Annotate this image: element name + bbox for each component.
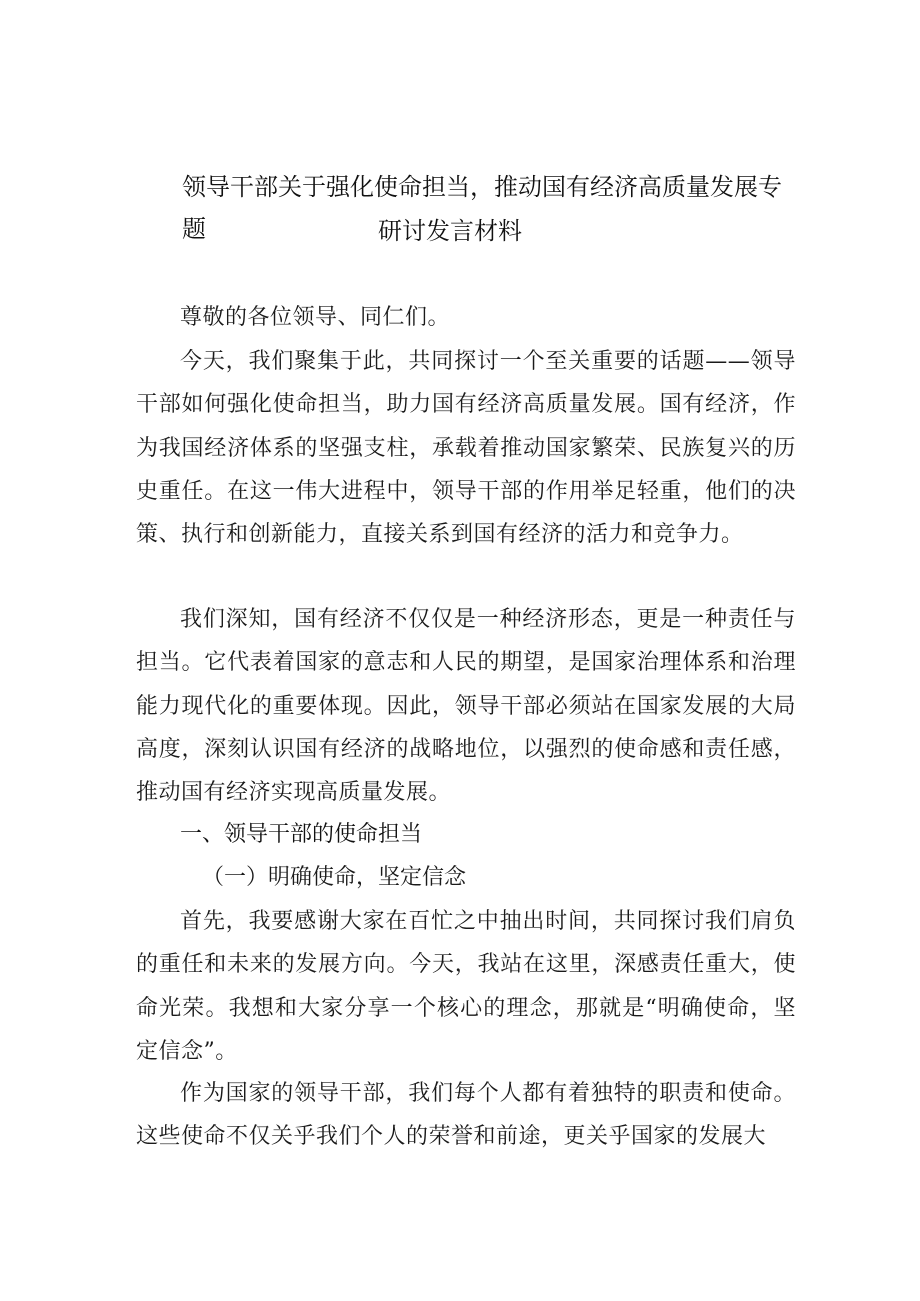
subsection-heading-1: （一）明确使命，坚定信念 xyxy=(202,865,467,890)
document-title-line-1: 领导干部关于强化使命担当，推动国有经济高质量发展专题 xyxy=(182,173,782,243)
paragraph-1: 今天，我们聚集于此，共同探讨一个至关重要的话题——领导干部如何强化使命担当，助力国有经济高质量发展。国有经济，作为我国经济体系的坚强支柱，承载着推动国家繁荣、民族复兴的历史重任。在这一伟大进程中，领导干部的作用举足轻重，他们的决策、执行和创新能力，直接关系到国有经济的活力和竞争力。 xyxy=(136,349,796,548)
section-heading-1: 一、领导干部的使命担当 xyxy=(180,822,423,847)
document-title-line-2: 研讨发言材料 xyxy=(378,217,522,245)
paragraph-3: 首先，我要感谢大家在百忙之中抽出时间，共同探讨我们肩负的重任和未来的发展方向。今天，我站在这里，深感责任重大，使命光荣。我想和大家分享一个核心的理念，那就是“明确使命，坚定信念”。 xyxy=(136,909,796,1064)
paragraph-2: 我们深知，国有经济不仅仅是一种经济形态，更是一种责任与担当。它代表着国家的意志和人民的期望，是国家治理体系和治理能力现代化的重要体现。因此，领导干部必须站在国家发展的大局高度，深刻认识国有经济的战略地位，以强烈的使命感和责任感，推动国有经济实现高质量发展。 xyxy=(136,607,796,806)
greeting: 尊敬的各位领导、同仁们。 xyxy=(180,305,451,330)
paragraph-4: 作为国家的领导干部，我们每个人都有着独特的职责和使命。这些使命不仅关乎我们个人的荣誉和前途，更关乎国家的发展大 xyxy=(136,1081,796,1150)
